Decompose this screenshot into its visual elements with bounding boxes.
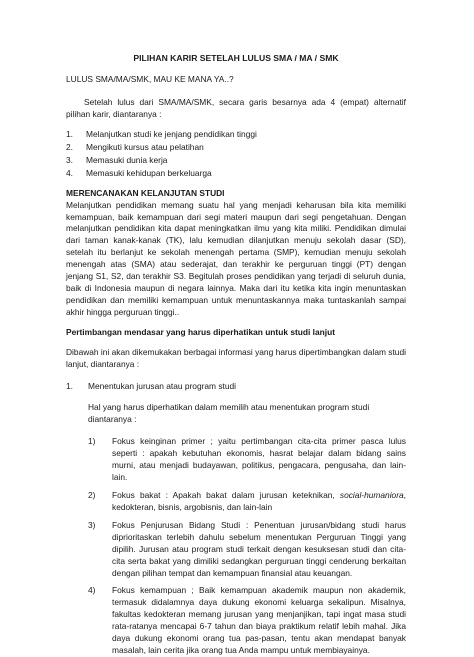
- list-item: 1. Melanjutkan studi ke jenjang pendidikan tinggi: [66, 128, 257, 139]
- section-heading-study: MERENCANAKAN KELANJUTAN STUDI: [66, 187, 225, 198]
- career-options-list: [66, 129, 406, 180]
- document-title: PILIHAN KARIR SETELAH LULUS SMA / MA / SMK: [133, 53, 339, 63]
- study-paragraph: Melanjutkan pendidikan memang suatu hal yang menjadi keharusan bila kita memiliki kemampuan, baik kemampuan dari segi materi maupun dari segi pengetahuan. Dengan melanjutkan pendidikan kita dapat meningkatkan ilmu yang kita miliki. Pendidikan dimulai dari taman kanak-kanak (TK), lalu kemudian dilanjutkan menuju sekolah dasar (SD), setelah itu berlanjut ke sekolah menengah pertama (SMP), kemudian menuju sekolah menengah atas (SMA) atau sederajat, dan terakhir ke perguruan tinggi (PT) dengan jenjang S1, S2, dan terakhir S3. Begitulah proses pendidikan yang terjadi di seluruh dunia, baik di Indonesia maupun di negara lainnya. Maka dari itu ketika kita ingin menuntaskan pendidikan dan memiliki kemampuan untuk menuntaskannya maka tuntaskanlah sampai akhir hingga perguruan tinggi..: [66, 199, 406, 317]
- question-heading: LULUS SMA/MA/SMK, MAU KE MANA YA..?: [66, 74, 234, 85]
- factor-item: 1) Fokus keinginan primer ; yaitu pertimbangan cita-cita primer pasca lulus seperti : apakah kebutuhan ekonomis, hasrat belajar dalam bidang sains murni, atau menjadi budayawan, politikus, pengacara, pengusaha, dan lain-lain.: [88, 436, 406, 483]
- intro-paragraph: Setelah lulus dari SMA/MA/SMK, secara garis besarnya ada 4 (empat) alternatif pilihan karir, diantaranya :: [66, 97, 406, 120]
- factors-lead: Hal yang harus diperhatikan dalam memilih atau menentukan program studi diantaranya :: [88, 402, 370, 425]
- sub-item: 1. Menentukan jurusan atau program studi: [66, 380, 237, 391]
- factor-item: 2) Fokus bakat : Apakah bakat dalam jurusan keteknikan, social-humaniora, kedokteran, bisnis, argobisnis, dan lain-lain: [88, 490, 406, 512]
- section-heading-considerations: Pertimbangan mendasar yang harus diperhatikan untuk studi lanjut: [66, 326, 335, 337]
- considerations-paragraph: Dibawah ini akan dikemukakan berbagai informasi yang harus dipertimbangkan dalam studi lanjut, diantaranya :: [66, 346, 406, 369]
- list-item: 4. Memasuki kehidupan berkeluarga: [66, 167, 212, 178]
- list-item: 2. Mengikuti kursus atau pelatihan: [66, 141, 204, 152]
- factor-item: 3) Fokus Penjurusan Bidang Studi : Penentuan jurusan/bidang studi harus diprioritaskan terlebih dahulu sebelum menentukan Perguruan Tinggi yang dipilih. Jurusan atau program studi terkait dengan kesuksesan studi dan cita-cita serta bakat yang dimiliki sedangkan perguruan tinggi cenderung berkaitan dengan pilihan tempat dan kemampuan finansial atau keuangan.: [88, 519, 406, 578]
- factor-item: 4) Fokus kemampuan ; Baik kemampuan akademik maupun non akademik, termasuk didalamnya daya dukung ekonomi keluarga sekalipun. Misalnya, fakultas kedokteran memang jurusan yang menjanjikan, tapi ingat masa studi rata-ratanya mencapai 6-7 tahun dan biaya praktikum relatif lebih mahal. Jika daya dukung ekonomi orang tua pas-pasan, tentu akan mendapat banyak masalah, lain cerita jika orang tua Anda mampu untuk membiayainya.: [88, 585, 406, 656]
- list-item: 3. Memasuki dunia kerja: [66, 154, 168, 165]
